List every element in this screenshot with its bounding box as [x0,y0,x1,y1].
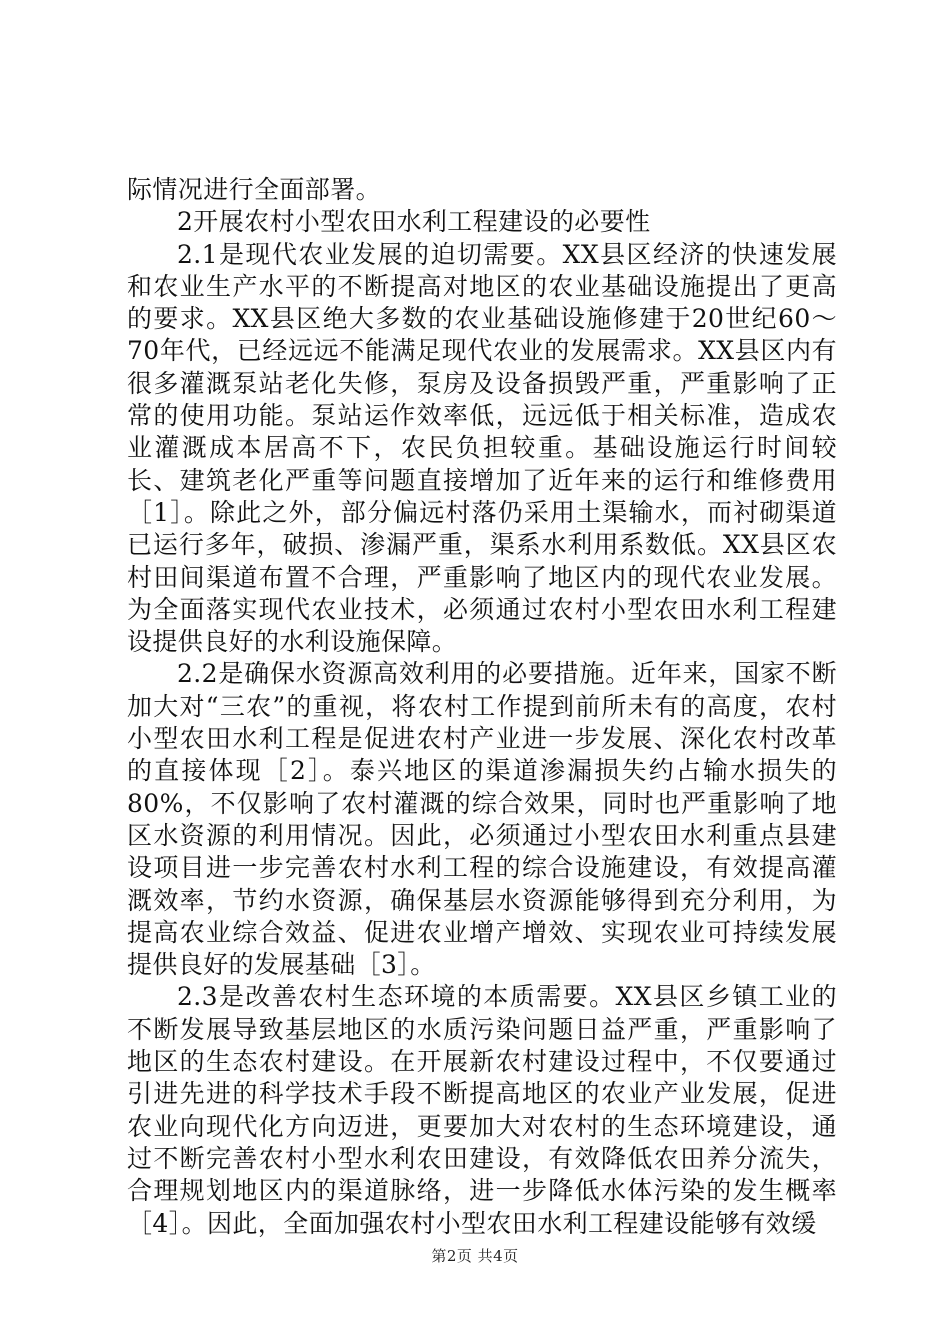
page-number: 第2页 共4页 [431,1247,519,1265]
section-heading: 2开展农村小型农田水利工程建设的必要性 [177,207,651,237]
paragraph-2-1: 2.1是现代农业发展的迫切需要。XX县区经济的快速发展和农业生产水平的不断提高对地区的农业基础设施提出了更高的要求。XX县区绝大多数的农业基础设施修建于20世纪60～70年代，已经远远不能满足现代农业的发展需求。XX县区内有很多灌溉泵站老化失修，泵房及设备损毁严重，严重影响了正常的使用功能。泵站运作效率低，远远低于相关标准，造成农业灌溉成本居高不下，农民负担较重。基础设施运行时间较长、建筑老化严重等问题直接增加了近年来的运行和维修费用［1］。除此之外，部分偏远村落仍采用土渠输水，而衬砌渠道已运行多年，破损、渗漏严重，渠系水利用系数低。XX县区农村田间渠道布置不合理，严重影响了地区内的现代农业发展。为全面落实现代农业技术，必须通过农村小型农田水利工程建设提供良好的水利设施保障。 [127,239,837,657]
page-footer [0,1245,950,1266]
paragraph-continuation: 际情况进行全面部署。 [127,175,382,204]
document-body [127,174,837,1240]
paragraph-2-2: 2.2是确保水资源高效利用的必要措施。近年来，国家不断加大对“三农”的重视，将农村工作提到前所未有的高度，农村小型农田水利工程是促进农村产业进一步发展、深化农村改革的直接体现［2］。泰兴地区的渠道渗漏损失约占输水损失的80%，不仅影响了农村灌溉的综合效果，同时也严重影响了地区水资源的利用情况。因此，必须通过小型农田水利重点县建设项目进一步完善农村水利工程的综合设施建设，有效提高灌溉效率，节约水资源，确保基层水资源能够得到充分利用，为提高农业综合效益、促进农业增产增效、实现农业可持续发展提供良好的发展基础［3］。 [127,659,837,980]
paragraph-2-3: 2.3是改善农村生态环境的本质需要。XX县区乡镇工业的不断发展导致基层地区的水质污染问题日益严重，严重影响了地区的生态农村建设。在开展新农村建设过程中，不仅要通过引进先进的科学技术手段不断提高地区的农业产业发展，促进农业向现代化方向迈进，更要加大对农村的生态环境建设，通过不断完善农村小型水利农田建设，有效降低农田养分流失，合理规划地区内的渠道脉络，进一步降低水体污染的发生概率［4］。因此，全面加强农村小型农田水利工程建设能够有效缓 [127,982,837,1238]
